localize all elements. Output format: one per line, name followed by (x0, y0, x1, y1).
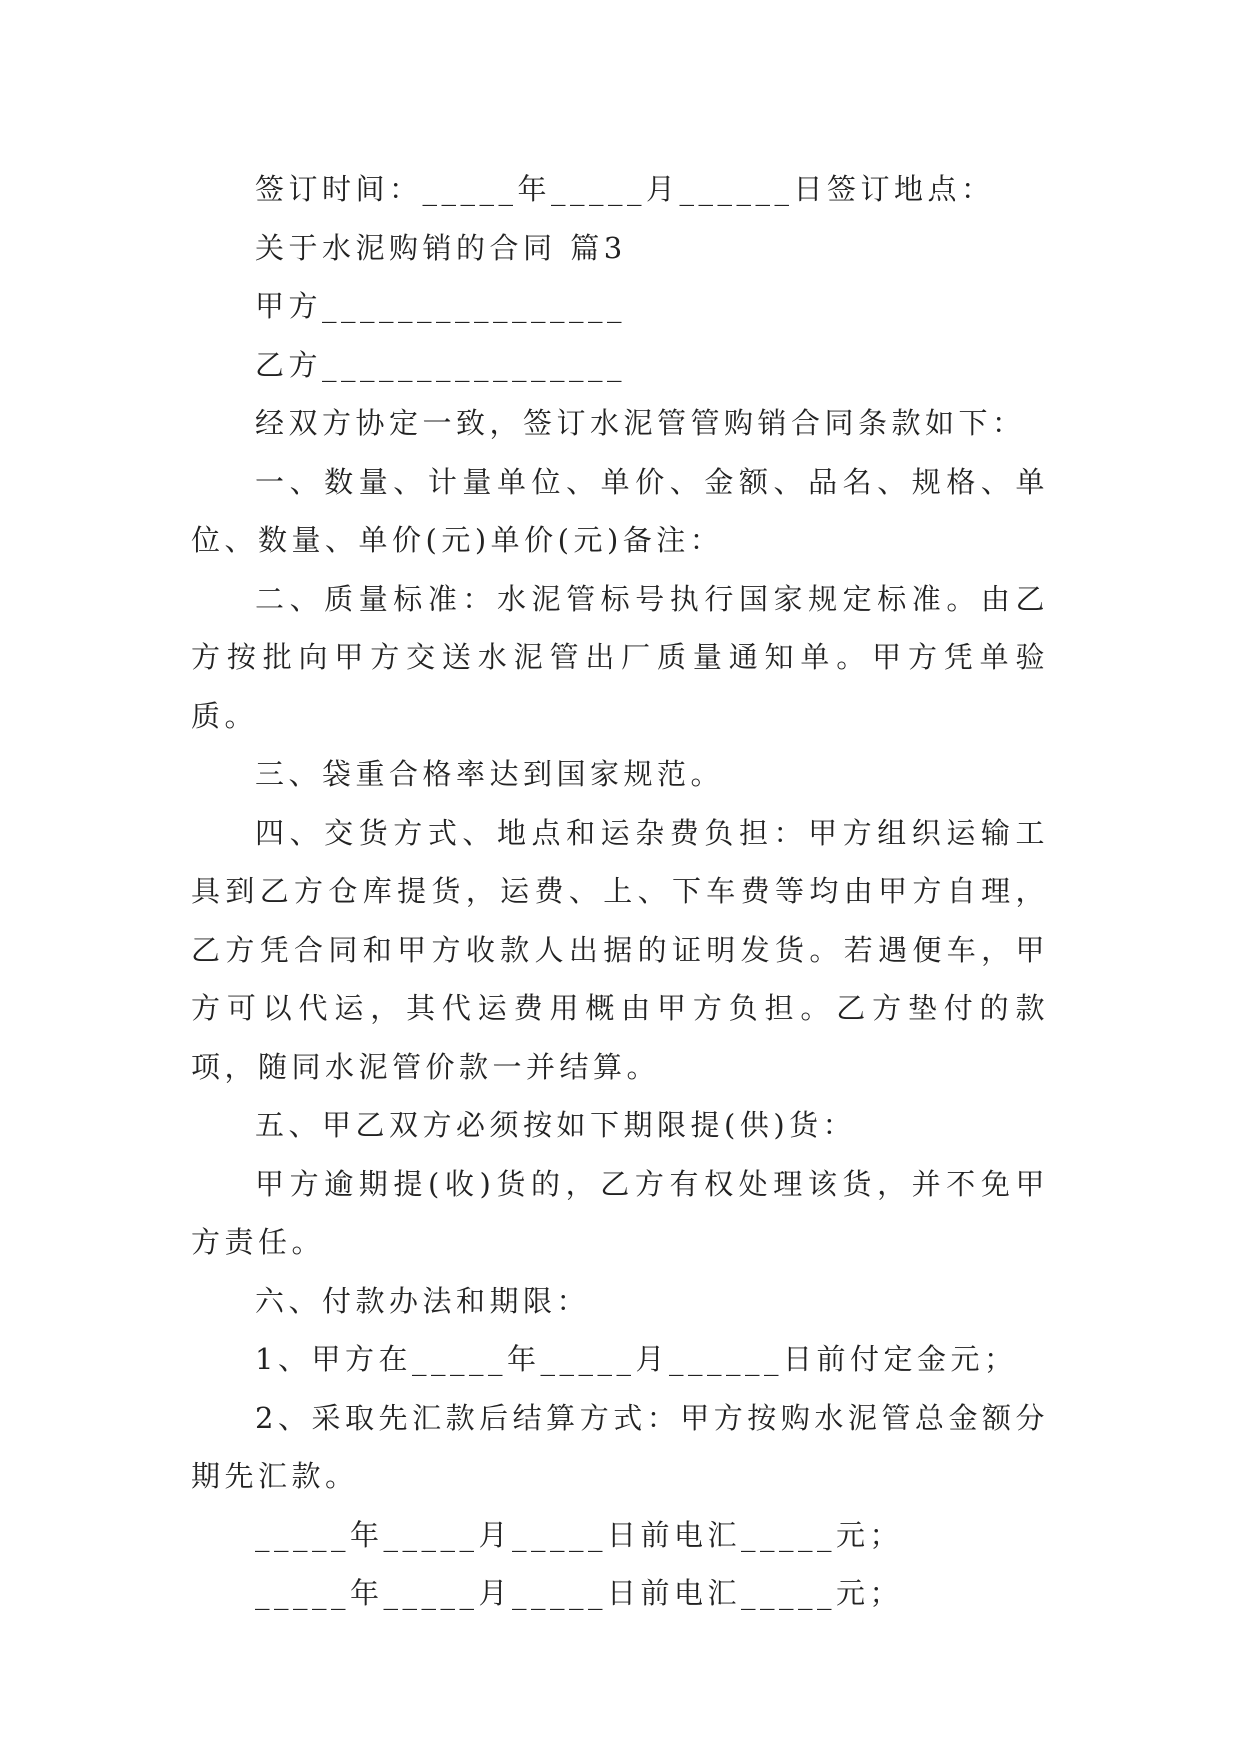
document-body (191, 160, 1049, 1623)
intro-paragraph: 经双方协定一致，签订水泥管管购销合同条款如下： (255, 406, 1026, 440)
payment-item-2: 2、采取先汇款后结算方式：甲方按购水泥管总金额分期先汇款。 (191, 1400, 1049, 1493)
payment-item-1: 1、甲方在_____年_____月______日前付定金元； (255, 1342, 1018, 1376)
signing-info-line: 签订时间：_____年_____月______日签订地点： (255, 172, 995, 206)
party-b-line: 乙方________________ (255, 347, 627, 382)
wire-transfer-line: _____年_____月_____日前电汇_____元； (255, 1517, 904, 1552)
clause-3-bag-weight: 三、袋重合格率达到国家规范。 (255, 757, 725, 791)
party-a-line: 甲方________________ (255, 289, 627, 323)
clause-1-quantity: 一、数量、计量单位、单价、金额、品名、规格、单位、数量、单价(元)单价(元)备注： (191, 464, 1049, 557)
section-title: 关于水泥购销的合同 篇3 (255, 230, 627, 265)
wire-transfer-line: _____年_____月_____日前电汇_____元； (255, 1576, 904, 1610)
clause-5-overdue: 甲方逾期提(收)货的，乙方有权处理该货，并不免甲方责任。 (191, 1166, 1049, 1259)
clause-6-payment: 六、付款办法和期限： (255, 1283, 591, 1318)
clause-4-delivery: 四、交货方式、地点和运杂费负担：甲方组织运输工具到乙方仓库提货，运费、上、下车费等均由甲方自理，乙方凭合同和甲方收款人出据的证明发货。若遇便车，甲方可以代运，其代运费用概由甲方负担。乙方垫付的款项，随同水泥管价款一并结算。 (191, 815, 1049, 1084)
clause-2-quality: 二、质量标准：水泥管标号执行国家规定标准。由乙方按批向甲方交送水泥管出厂质量通知单。甲方凭单验质。 (191, 581, 1049, 733)
clause-5-deadline: 五、甲乙双方必须按如下期限提(供)货： (255, 1108, 857, 1142)
